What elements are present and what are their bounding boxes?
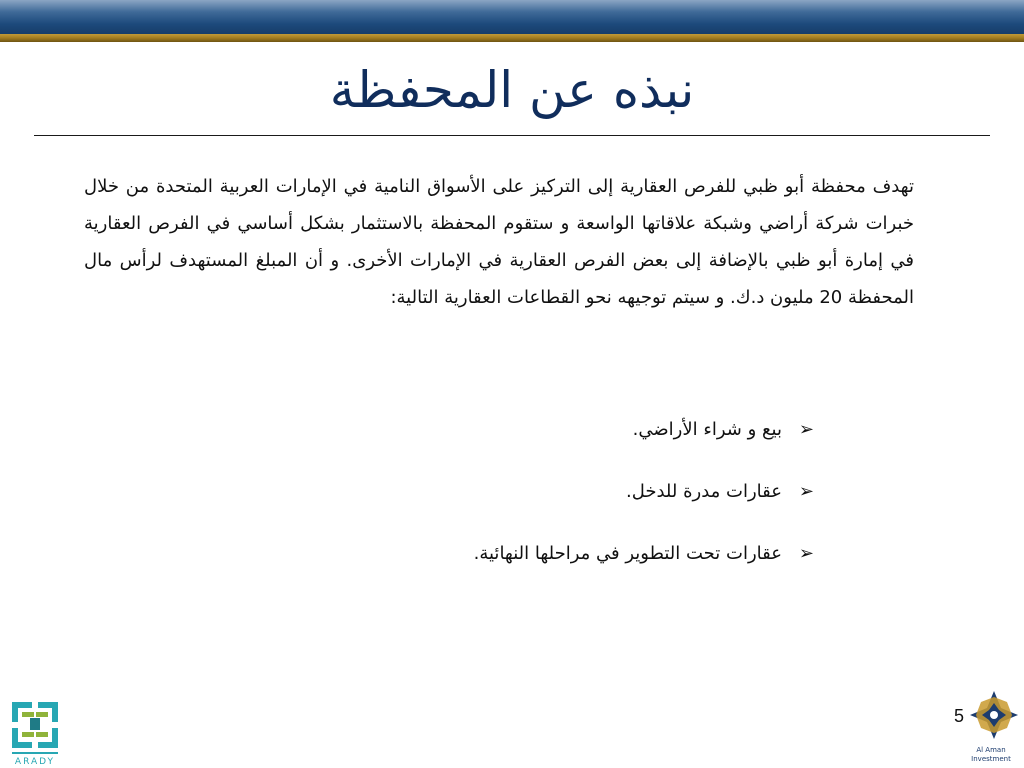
arrowhead-bullet-icon: ➢ bbox=[798, 419, 814, 440]
slide-body-paragraph: تهدف محفظة أبو ظبي للفرص العقارية إلى التركيز على الأسواق النامية في الإمارات العربية المتحدة من خلال خبرات شركة أراضي وشبكة علاقاتها الواسعة و ستقوم المحفظة بالاستثمار بشكل أساسي في الفرص العقارية في إمارة أبو ظبي بالإضافة إلى بعض الفرص العقارية في الإمارات الأخرى. و أن المبلغ المستهدف لرأس مال المحفظة 20 مليون د.ك. و سيتم توجيهه نحو القطاعات العقارية التالية: bbox=[84, 176, 914, 308]
header-gold-stripe bbox=[0, 34, 1024, 42]
al-aman-investment-logo-icon bbox=[964, 690, 1024, 740]
arrowhead-bullet-icon: ➢ bbox=[798, 543, 814, 564]
list-item bbox=[254, 412, 814, 474]
arrowhead-bullet-icon: ➢ bbox=[798, 481, 814, 502]
sector-bullet-list bbox=[254, 412, 814, 598]
arady-logo-caption: ARADY bbox=[14, 757, 56, 767]
list-item bbox=[254, 474, 814, 536]
bullet-text: عقارات مدرة للدخل. bbox=[626, 481, 782, 502]
list-item bbox=[254, 536, 814, 598]
page-number: 5 bbox=[953, 706, 964, 726]
al-aman-logo-caption: Al Aman Investment bbox=[971, 746, 1011, 763]
header-band bbox=[0, 0, 1024, 34]
title-divider bbox=[34, 135, 990, 136]
bullet-text: بيع و شراء الأراضي. bbox=[632, 419, 782, 440]
slide-title: نبذه عن المحفظة bbox=[329, 61, 695, 119]
bullet-text: عقارات تحت التطوير في مراحلها النهائية. bbox=[473, 543, 782, 564]
